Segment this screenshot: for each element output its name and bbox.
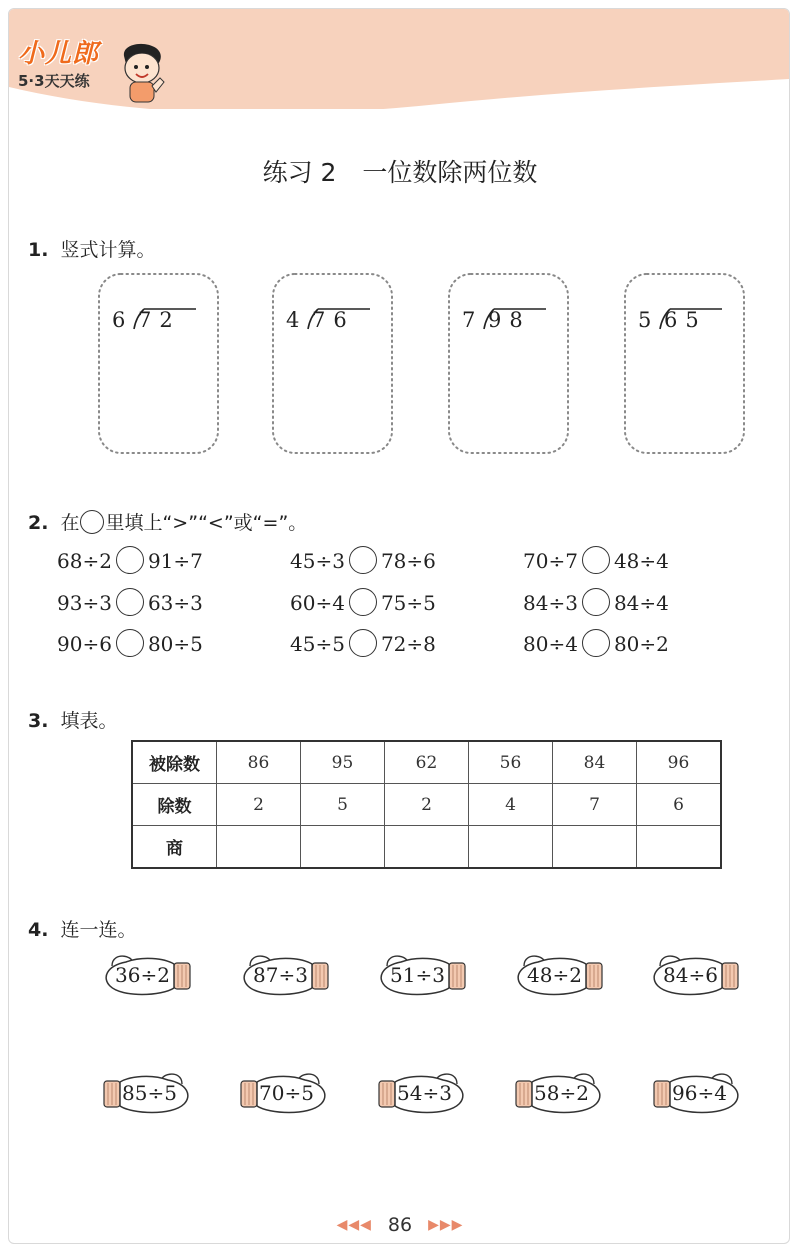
q2-heading bbox=[28, 508, 307, 535]
page-footer bbox=[0, 1214, 800, 1236]
table-cell: 2 bbox=[217, 784, 301, 826]
mitten-top[interactable] bbox=[514, 948, 606, 1004]
mitten-bottom[interactable] bbox=[650, 1066, 742, 1122]
mitten-bottom[interactable] bbox=[375, 1066, 467, 1122]
table-row-quotient bbox=[132, 826, 721, 869]
mitten-top[interactable] bbox=[650, 948, 742, 1004]
answer-cell[interactable] bbox=[217, 826, 301, 869]
answer-circle[interactable] bbox=[582, 588, 610, 616]
divisor: 4 bbox=[286, 308, 300, 332]
division-expression: 70÷5 bbox=[259, 1081, 314, 1105]
division-expression: 84÷6 bbox=[663, 963, 718, 987]
table-row-dividend bbox=[132, 741, 721, 784]
answer-cell[interactable] bbox=[385, 826, 469, 869]
circle-icon bbox=[80, 510, 104, 534]
compare-item bbox=[523, 588, 669, 616]
table-cell: 7 bbox=[553, 784, 637, 826]
division-expression: 96÷4 bbox=[672, 1081, 727, 1105]
q3-number: 3. bbox=[28, 710, 49, 732]
brand-name: 小儿郎 bbox=[18, 39, 100, 69]
exercise-label: 练习 2 bbox=[262, 158, 337, 187]
dividend: 72 bbox=[138, 308, 181, 332]
q1-heading bbox=[28, 235, 155, 262]
compare-item bbox=[290, 588, 436, 616]
compare-item bbox=[57, 588, 203, 616]
answer-circle[interactable] bbox=[349, 546, 377, 574]
mascot-boy-icon bbox=[114, 42, 168, 108]
compare-left: 60÷4 bbox=[290, 591, 345, 615]
table-cell: 56 bbox=[469, 741, 553, 784]
compare-left: 80÷4 bbox=[523, 632, 578, 656]
dotted-frame bbox=[622, 271, 747, 456]
compare-right: 84÷4 bbox=[613, 591, 669, 615]
q2-number: 2. bbox=[28, 512, 49, 534]
compare-right: 63÷3 bbox=[147, 591, 203, 615]
compare-left: 84÷3 bbox=[523, 591, 578, 615]
compare-item bbox=[523, 629, 669, 657]
compare-right: 72÷8 bbox=[380, 632, 436, 656]
table-cell: 84 bbox=[553, 741, 637, 784]
answer-circle[interactable] bbox=[349, 629, 377, 657]
row-header: 除数 bbox=[132, 784, 217, 826]
answer-cell[interactable] bbox=[553, 826, 637, 869]
table-row-divisor bbox=[132, 784, 721, 826]
table-cell: 5 bbox=[301, 784, 385, 826]
q1-calc-box-1[interactable] bbox=[96, 271, 221, 456]
q1-number: 1. bbox=[28, 239, 49, 261]
q4-instruction: 连一连。 bbox=[60, 919, 137, 941]
compare-item bbox=[290, 546, 436, 574]
page-title bbox=[0, 153, 800, 189]
brand-logo bbox=[18, 40, 99, 91]
divisor: 7 bbox=[462, 308, 476, 332]
answer-circle[interactable] bbox=[349, 588, 377, 616]
page-frame bbox=[8, 8, 790, 1244]
mitten-bottom[interactable] bbox=[100, 1066, 192, 1122]
answer-cell[interactable] bbox=[301, 826, 385, 869]
compare-right: 80÷5 bbox=[147, 632, 203, 656]
divisor: 6 bbox=[112, 308, 126, 332]
brand-series: 5·3天天练 bbox=[18, 72, 90, 90]
q3-instruction: 填表。 bbox=[60, 710, 118, 732]
divisor: 5 bbox=[638, 308, 652, 332]
table-cell: 96 bbox=[637, 741, 722, 784]
table-cell: 95 bbox=[301, 741, 385, 784]
division-expression: 36÷2 bbox=[115, 963, 170, 987]
answer-cell[interactable] bbox=[469, 826, 553, 869]
compare-left: 68÷2 bbox=[57, 549, 112, 573]
compare-left: 93÷3 bbox=[57, 591, 112, 615]
division-expression: 48÷2 bbox=[527, 963, 582, 987]
q1-calc-box-2[interactable] bbox=[270, 271, 395, 456]
q2-instruction-before: 在 bbox=[60, 512, 80, 534]
q1-calc-box-4[interactable] bbox=[622, 271, 747, 456]
table-cell: 86 bbox=[217, 741, 301, 784]
answer-circle[interactable] bbox=[116, 588, 144, 616]
next-arrows-icon: ▶▶▶ bbox=[428, 1217, 464, 1233]
compare-item bbox=[523, 546, 669, 574]
answer-circle[interactable] bbox=[582, 629, 610, 657]
division-expression: 58÷2 bbox=[534, 1081, 589, 1105]
table-cell: 4 bbox=[469, 784, 553, 826]
compare-item bbox=[57, 629, 203, 657]
dotted-frame bbox=[446, 271, 571, 456]
dividend: 98 bbox=[488, 308, 531, 332]
dotted-frame bbox=[96, 271, 221, 456]
topic-label: 一位数除两位数 bbox=[362, 158, 538, 187]
compare-right: 80÷2 bbox=[613, 632, 669, 656]
row-header: 商 bbox=[132, 826, 217, 869]
mitten-bottom[interactable] bbox=[237, 1066, 329, 1122]
mitten-top[interactable] bbox=[377, 948, 469, 1004]
mitten-top[interactable] bbox=[102, 948, 194, 1004]
q1-calc-box-3[interactable] bbox=[446, 271, 571, 456]
division-expression: 87÷3 bbox=[253, 963, 308, 987]
q3-heading bbox=[28, 706, 117, 733]
dividend: 76 bbox=[312, 308, 355, 332]
compare-item bbox=[290, 629, 436, 657]
table-cell: 2 bbox=[385, 784, 469, 826]
compare-right: 91÷7 bbox=[147, 549, 203, 573]
q2-instruction-after: 里填上“>”“<”或“=”。 bbox=[105, 512, 308, 534]
answer-circle[interactable] bbox=[582, 546, 610, 574]
answer-circle[interactable] bbox=[116, 629, 144, 657]
table-cell: 6 bbox=[637, 784, 722, 826]
division-expression: 54÷3 bbox=[397, 1081, 452, 1105]
answer-cell[interactable] bbox=[637, 826, 722, 869]
compare-left: 90÷6 bbox=[57, 632, 112, 656]
table-cell: 62 bbox=[385, 741, 469, 784]
mitten-bottom[interactable] bbox=[512, 1066, 604, 1122]
division-expression: 51÷3 bbox=[390, 963, 445, 987]
compare-left: 45÷5 bbox=[290, 632, 345, 656]
division-table bbox=[131, 740, 722, 869]
answer-circle[interactable] bbox=[116, 546, 144, 574]
q4-heading bbox=[28, 915, 136, 942]
compare-item bbox=[57, 546, 203, 574]
page-number: 86 bbox=[387, 1214, 413, 1236]
compare-right: 48÷4 bbox=[613, 549, 669, 573]
prev-arrows-icon: ◀◀◀ bbox=[336, 1217, 372, 1233]
row-header: 被除数 bbox=[132, 741, 217, 784]
compare-right: 78÷6 bbox=[380, 549, 436, 573]
dividend: 65 bbox=[664, 308, 707, 332]
mitten-top[interactable] bbox=[240, 948, 332, 1004]
compare-left: 45÷3 bbox=[290, 549, 345, 573]
q4-number: 4. bbox=[28, 919, 49, 941]
division-expression: 85÷5 bbox=[122, 1081, 177, 1105]
q1-instruction: 竖式计算。 bbox=[60, 239, 156, 261]
compare-left: 70÷7 bbox=[523, 549, 578, 573]
compare-right: 75÷5 bbox=[380, 591, 436, 615]
dotted-frame bbox=[270, 271, 395, 456]
